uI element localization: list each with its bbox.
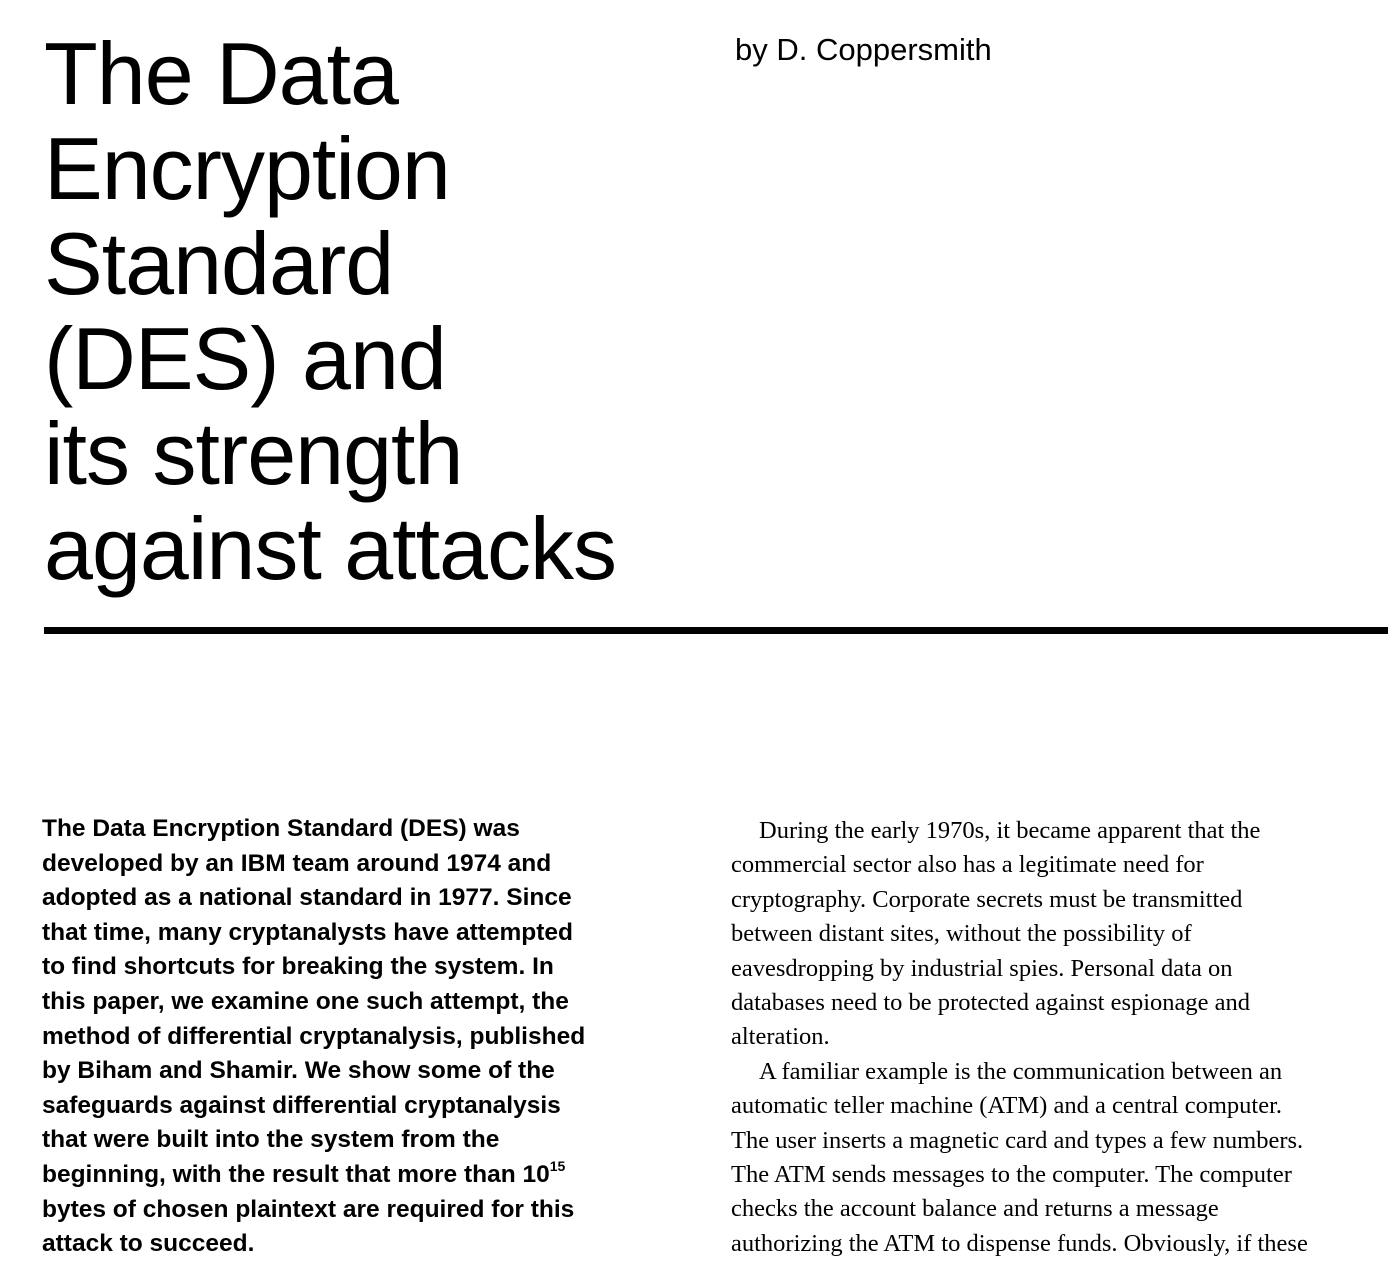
abstract-line: bytes of chosen plaintext are required for this xyxy=(42,1195,575,1223)
body-line: commercial sector also has a legitimate need for xyxy=(731,851,1204,879)
abstract-line-with-exponent xyxy=(42,1158,702,1193)
abstract-line: attack to succeed. xyxy=(42,1230,255,1258)
abstract-line: method of differential cryptanalysis, published xyxy=(42,1022,586,1050)
title-line: its strength xyxy=(44,404,463,503)
author-byline: by D. Coppersmith xyxy=(735,32,992,67)
abstract-line: to find shortcuts for breaking the system. In xyxy=(42,953,554,981)
abstract-line: adopted as a national standard in 1977. Since xyxy=(42,884,572,912)
title-line: Encryption xyxy=(44,119,450,218)
exponent: 15 xyxy=(549,1157,566,1174)
title-line: The Data xyxy=(44,24,398,123)
title-line: (DES) and xyxy=(44,309,446,408)
article-title xyxy=(44,26,724,596)
body-line: cryptography. Corporate secrets must be transmitted xyxy=(731,885,1243,913)
abstract-line: The Data Encryption Standard (DES) was xyxy=(42,815,520,842)
title-line: Standard xyxy=(44,214,394,313)
abstract-line: by Biham and Shamir. We show some of the xyxy=(42,1057,555,1085)
abstract-line: that time, many cryptanalysts have attempted xyxy=(42,918,574,946)
body-line: alteration. xyxy=(731,1023,830,1051)
body-line: The user inserts a magnetic card and types a few numbers. xyxy=(731,1126,1304,1154)
body-line: authorizing the ATM to dispense funds. Obviously, if these xyxy=(731,1229,1308,1257)
body-line: eavesdropping by industrial spies. Personal data on xyxy=(731,954,1233,982)
body-line: During the early 1970s, it became apparent that the xyxy=(759,817,1261,844)
body-line: automatic teller machine (ATM) and a central computer. xyxy=(731,1092,1283,1120)
body-line: A familiar example is the communication between an xyxy=(759,1057,1283,1085)
body-line: between distant sites, without the possibility of xyxy=(731,920,1192,948)
body-text xyxy=(731,814,1391,1261)
abstract-line: safeguards against differential cryptanalysis xyxy=(42,1091,561,1119)
body-line: The ATM sends messages to the computer. The computer xyxy=(731,1161,1292,1189)
abstract xyxy=(42,812,702,1262)
abstract-line: that were built into the system from the xyxy=(42,1126,500,1154)
body-line: databases need to be protected against espionage and xyxy=(731,989,1251,1017)
abstract-line: this paper, we examine one such attempt, the xyxy=(42,987,569,1015)
abstract-line: developed by an IBM team around 1974 and xyxy=(42,849,552,877)
title-divider xyxy=(44,627,1388,634)
title-line: against attacks xyxy=(44,499,616,598)
body-line: checks the account balance and returns a message xyxy=(731,1195,1219,1223)
abstract-line-text: beginning, with the result that more than 10 xyxy=(42,1160,550,1188)
